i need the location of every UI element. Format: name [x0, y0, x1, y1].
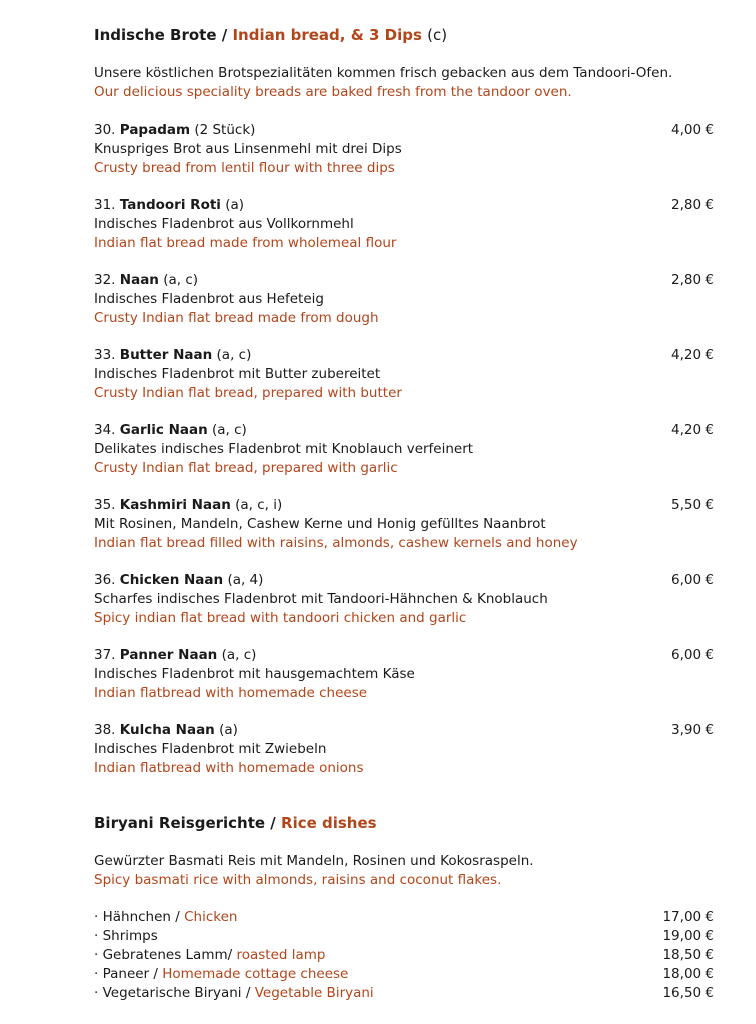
item-desc-de: Indisches Fladenbrot mit hausgemachtem Käse [94, 666, 415, 682]
rice-item-price: 18,00 € [662, 966, 714, 982]
list-item [94, 946, 714, 965]
list-item [94, 965, 714, 984]
item-desc-de: Mit Rosinen, Mandeln, Cashew Kerne und Honig gefülltes Naanbrot [94, 516, 546, 532]
item-name: Garlic Naan [119, 422, 208, 438]
item-price: 6,00 € [671, 572, 714, 588]
item-desc-de: Knuspriges Brot aus Linsenmehl mit drei Dips [94, 141, 402, 157]
bread-intro-en: Our delicious speciality breads are baked fresh from the tandoor oven. [94, 84, 572, 100]
menu-item [94, 571, 714, 628]
item-number: 36. [94, 572, 116, 588]
menu-item [94, 496, 714, 553]
rice-title-en: Rice dishes [281, 814, 377, 832]
item-desc-en: Crusty bread from lentil flour with three dips [94, 160, 395, 176]
rice-item-en: Homemade cottage cheese [162, 966, 349, 982]
item-price: 3,90 € [671, 722, 714, 738]
rice-intro-de: Gewürzter Basmati Reis mit Mandeln, Rosinen und Kokosraspeln. [94, 853, 534, 869]
item-price: 4,20 € [671, 347, 714, 363]
bread-intro [94, 64, 714, 102]
rice-item-en: Chicken [184, 909, 238, 925]
rice-item-en: Vegetable Biryani [254, 985, 374, 1001]
menu-item [94, 196, 714, 253]
item-price: 2,80 € [671, 197, 714, 213]
item-number: 31. [94, 197, 116, 213]
rice-item-de: · Vegetarische Biryani / [94, 985, 251, 1001]
item-desc-en: Indian flatbread with homemade cheese [94, 685, 368, 701]
item-price: 4,00 € [671, 122, 714, 138]
menu-item [94, 421, 714, 478]
item-note: (a, c) [216, 347, 252, 363]
menu-item [94, 271, 714, 328]
list-item [94, 908, 714, 927]
item-name: Naan [119, 272, 159, 288]
item-number: 32. [94, 272, 116, 288]
item-note: (2 Stück) [194, 122, 256, 138]
rice-title-de: Biryani Reisgerichte / [94, 814, 276, 832]
item-desc-de: Indisches Fladenbrot mit Butter zubereitet [94, 366, 381, 382]
item-desc-en: Indian flatbread with homemade onions [94, 760, 364, 776]
item-desc-en: Crusty Indian flat bread, prepared with garlic [94, 460, 398, 476]
list-item [94, 927, 714, 946]
rice-item-de: · Paneer / [94, 966, 158, 982]
item-name: Chicken Naan [119, 572, 224, 588]
rice-item-en: roasted lamp [236, 947, 326, 963]
item-name: Tandoori Roti [119, 197, 221, 213]
item-number: 30. [94, 122, 116, 138]
menu-item [94, 346, 714, 403]
item-desc-de: Indisches Fladenbrot aus Hefeteig [94, 291, 324, 307]
rice-item-price: 16,50 € [662, 985, 714, 1001]
item-name: Papadam [119, 122, 191, 138]
item-number: 35. [94, 497, 116, 513]
menu-item [94, 121, 714, 178]
list-item [94, 984, 714, 1003]
rice-section-title [94, 814, 377, 832]
item-price: 6,00 € [671, 647, 714, 663]
item-desc-de: Indisches Fladenbrot aus Vollkornmehl [94, 216, 354, 232]
item-note: (a, c) [221, 647, 257, 663]
rice-intro-en: Spicy basmati rice with almonds, raisins and coconut flakes. [94, 872, 502, 888]
item-note: (a, 4) [227, 572, 264, 588]
item-name: Panner Naan [119, 647, 218, 663]
item-number: 38. [94, 722, 116, 738]
item-note: (a) [225, 197, 245, 213]
rice-item-price: 19,00 € [662, 928, 714, 944]
rice-item-de: · Shrimps [94, 928, 158, 944]
rice-item-de: · Gebratenes Lamm/ [94, 947, 233, 963]
item-number: 34. [94, 422, 116, 438]
rice-item-price: 17,00 € [662, 909, 714, 925]
item-number: 33. [94, 347, 116, 363]
bread-title-en: Indian bread, & 3 Dips [232, 26, 422, 44]
item-desc-en: Indian flat bread made from wholemeal flour [94, 235, 397, 251]
item-note: (a, c) [163, 272, 199, 288]
bread-title-de: Indische Brote / [94, 26, 228, 44]
item-desc-de: Indisches Fladenbrot mit Zwiebeln [94, 741, 327, 757]
rice-item-de: · Hähnchen / [94, 909, 180, 925]
item-name: Butter Naan [119, 347, 213, 363]
bread-section-title [94, 26, 447, 44]
item-name: Kashmiri Naan [119, 497, 231, 513]
item-desc-de: Scharfes indisches Fladenbrot mit Tandoori-Hähnchen & Knoblauch [94, 591, 548, 607]
item-note: (a) [219, 722, 238, 738]
bread-intro-de: Unsere köstlichen Brotspezialitäten kommen frisch gebacken aus dem Tandoori-Ofen. [94, 65, 673, 81]
item-note: (a, c) [212, 422, 247, 438]
item-desc-en: Spicy indian flat bread with tandoori chicken and garlic [94, 610, 467, 626]
rice-item-price: 18,50 € [662, 947, 714, 963]
item-note: (a, c, i) [235, 497, 283, 513]
menu-item [94, 721, 714, 778]
item-desc-en: Crusty Indian flat bread, prepared with butter [94, 385, 402, 401]
item-name: Kulcha Naan [119, 722, 215, 738]
menu-item [94, 646, 714, 703]
item-desc-de: Delikates indisches Fladenbrot mit Knoblauch verfeinert [94, 441, 474, 457]
item-number: 37. [94, 647, 116, 663]
item-price: 5,50 € [671, 497, 714, 513]
item-price: 4,20 € [671, 422, 714, 438]
item-desc-en: Indian flat bread filled with raisins, almonds, cashew kernels and honey [94, 535, 578, 551]
rice-intro [94, 852, 714, 890]
item-desc-en: Crusty Indian flat bread made from dough [94, 310, 379, 326]
rice-list [94, 908, 714, 1003]
bread-title-tag: (c) [427, 26, 448, 44]
item-price: 2,80 € [671, 272, 714, 288]
